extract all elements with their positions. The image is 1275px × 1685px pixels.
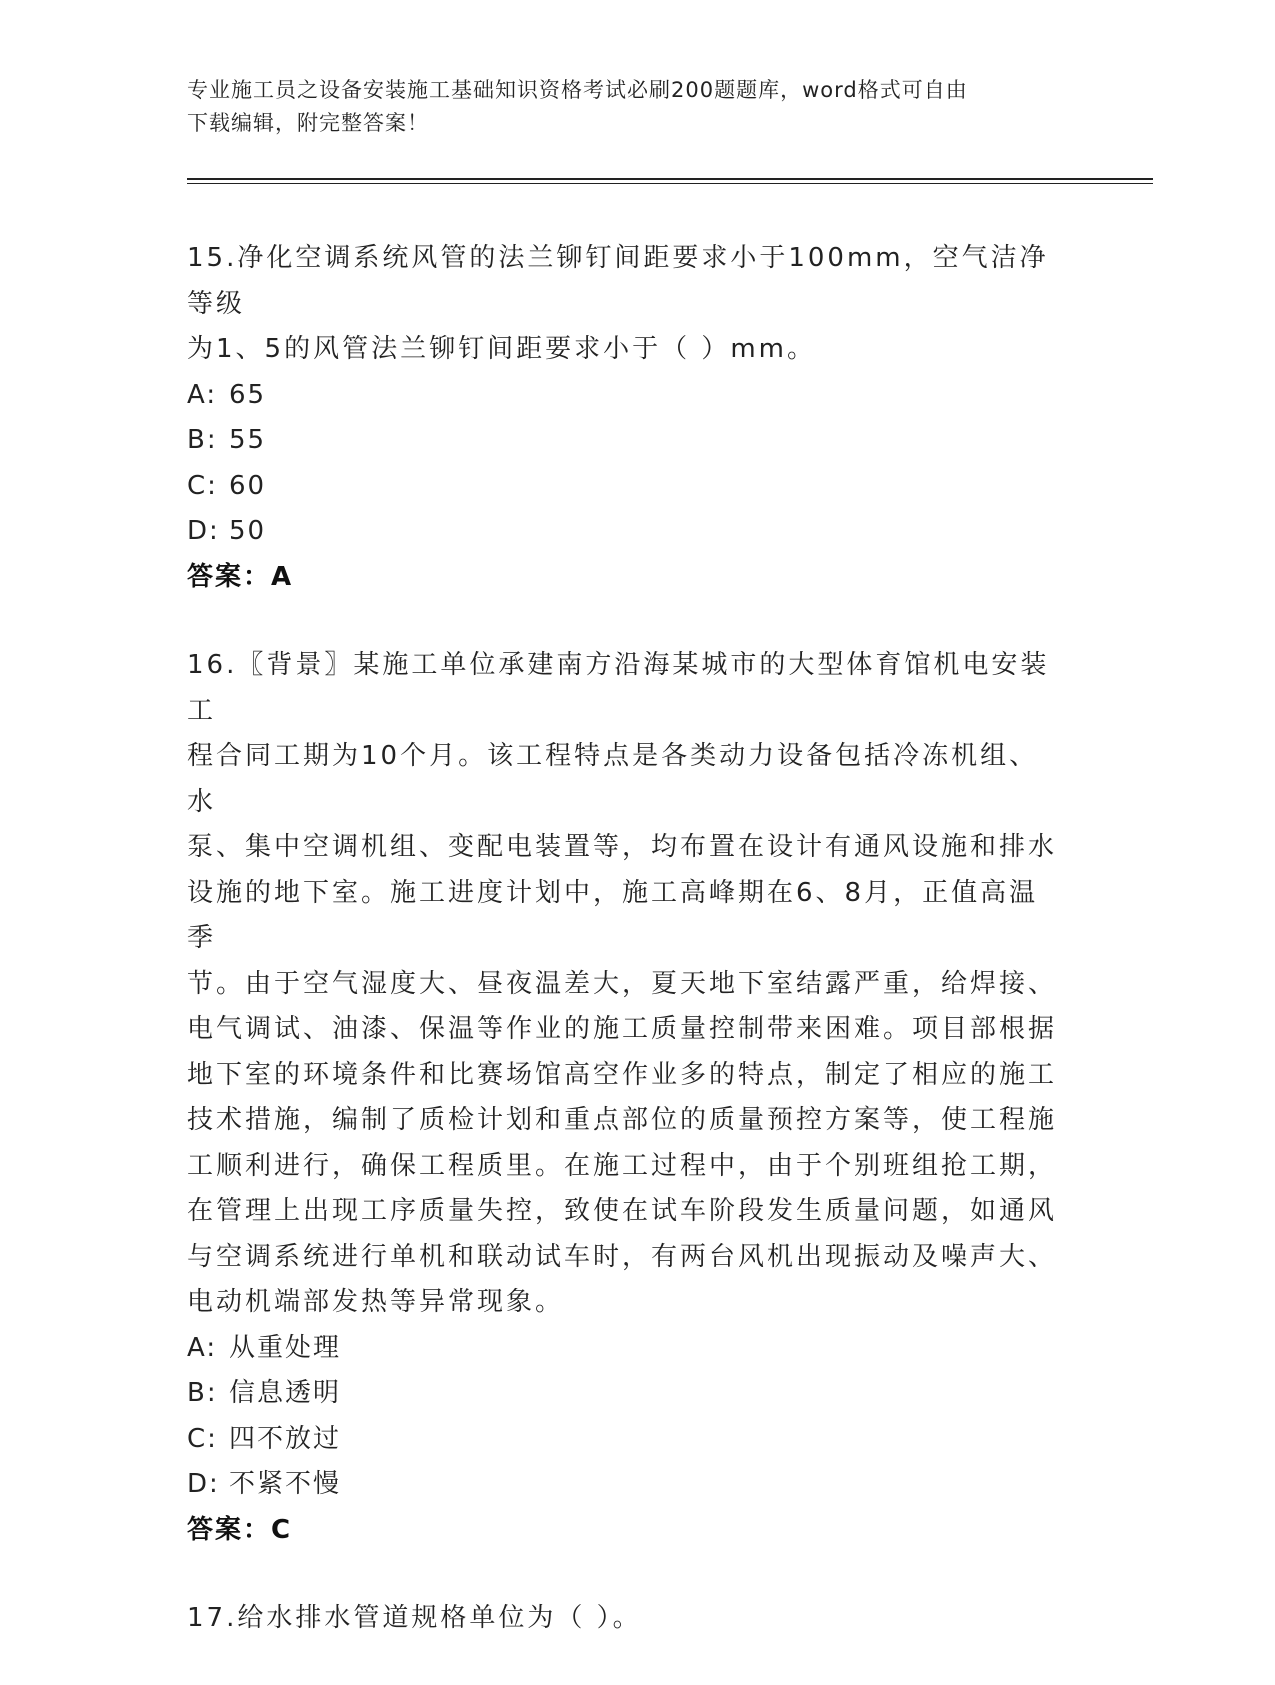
question-stem-line: 15.净化空调系统风管的法兰铆钉间距要求小于100mm，空气洁净等级: [187, 243, 1049, 319]
question-15: [187, 236, 1067, 600]
header-divider-thin: [187, 183, 1153, 184]
option-b: [187, 418, 1067, 464]
question-stem-line: 设施的地下室。施工进度计划中，施工高峰期在6、8月，正值高温季: [187, 877, 1039, 953]
header-divider-thick: [187, 178, 1153, 180]
question-stem-line: 与空调系统进行单机和联动试车时，有两台风机出现振动及噪声大、: [187, 1241, 1058, 1272]
question-stem-line: 程合同工期为10个月。该工程特点是各类动力设备包括冷冻机组、水: [187, 741, 1039, 817]
question-stem-line: 工顺利进行，确保工程质里。在施工过程中，由于个别班组抢工期，: [187, 1150, 1058, 1181]
question-stem-line: 电气调试、油漆、保温等作业的施工质量控制带来困难。项目部根据: [187, 1014, 1058, 1044]
question-stem-line: 16.〖背景〗某施工单位承建南方沿海某城市的大型体育馆机电安装工: [187, 650, 1050, 726]
option-text: 60: [229, 470, 267, 501]
question-stem-line: 技术措施，编制了质检计划和重点部位的质量预控方案等，使工程施: [187, 1105, 1058, 1135]
question-stem-line: 为1、5的风管法兰铆钉间距要求小于（ ）mm。: [187, 334, 817, 364]
option-key: B:: [187, 425, 218, 455]
option-b: [187, 1371, 1067, 1417]
document-header: [187, 74, 1087, 140]
header-line-1: 专业施工员之设备安装施工基础知识资格考试必刷200题题库，word格式可自由: [187, 78, 968, 102]
answer-label: 答案：C: [187, 1514, 293, 1545]
answer-label: 答案：A: [187, 561, 294, 592]
option-c: [187, 464, 1067, 510]
option-key: A:: [187, 379, 218, 410]
option-text: 55: [229, 425, 267, 455]
option-a: [187, 373, 1067, 419]
option-c: [187, 1417, 1067, 1463]
option-text: 65: [229, 379, 267, 410]
option-text: 四不放过: [229, 1423, 342, 1454]
option-key: B:: [187, 1378, 218, 1408]
option-text: 信息透明: [229, 1378, 342, 1408]
question-stem-line: 电动机端部发热等异常现象。: [187, 1287, 565, 1317]
question-17: [187, 1596, 1067, 1642]
header-line-2: 下载编辑，附完整答案！: [187, 111, 429, 135]
question-stem-line: 在管理上出现工序质量失控，致使在试车阶段发生质量问题，如通风: [187, 1196, 1058, 1226]
question-stem-line: 泵、集中空调机组、变配电装置等，均布置在设计有通风设施和排水: [187, 832, 1058, 862]
option-key: C:: [187, 470, 218, 501]
option-key: A:: [187, 1332, 218, 1363]
option-text: 从重处理: [229, 1332, 342, 1363]
option-a: [187, 1326, 1067, 1372]
question-stem-line: 节。由于空气湿度大、昼夜温差大，夏天地下室结露严重，给焊接、: [187, 968, 1058, 999]
option-key: D:: [187, 516, 220, 546]
option-text: 50: [229, 516, 267, 546]
option-d: [187, 509, 1067, 555]
question-list: [187, 236, 1067, 1685]
question-16: [187, 643, 1067, 1553]
option-d: [187, 1462, 1067, 1508]
option-key: C:: [187, 1423, 218, 1454]
option-key: D:: [187, 1469, 220, 1499]
question-stem-line: 地下室的环境条件和比赛场馆高空作业多的特点，制定了相应的施工: [187, 1059, 1058, 1090]
option-text: 不紧不慢: [229, 1469, 342, 1499]
question-stem-line: 17.给水排水管道规格单位为（ ）。: [187, 1603, 642, 1633]
